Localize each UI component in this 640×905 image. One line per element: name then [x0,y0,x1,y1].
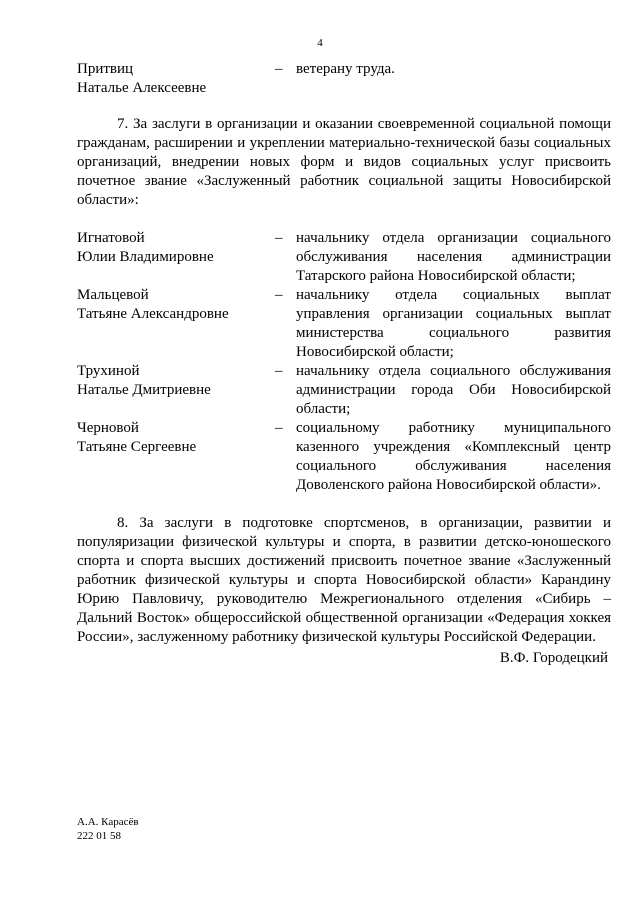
recipient-name [77,362,275,419]
recipient-surname: Игнатовой [77,230,145,246]
recipient-surname: Притвиц [77,61,134,77]
award-entry-pritvits [77,60,611,98]
recipient-surname: Черновой [77,420,139,436]
page-number: 4 [317,37,323,49]
recipient-description: начальнику отдела социального обслуживания администрации города Оби Новосибирской области; [296,363,611,417]
executor-info [77,815,139,843]
entry-dash: – [275,287,283,303]
signature: В.Ф. Городецкий [499,650,608,666]
award-entry [77,419,611,495]
executor-phone: 222 01 58 [77,830,121,842]
award-entry [77,286,611,362]
entry-dash: – [275,363,283,379]
entry-dash: – [275,230,283,246]
recipient-description: начальнику отдела организации социального обслуживания населения администрации Татарского района Новосибирской области; [296,230,611,284]
recipient-description: ветерану труда. [296,61,395,77]
section-8-paragraph: 8. За заслуги в подготовке спортсменов, в организации, развитии и популяризации физической культуры и спорта, в развитии детско-юношеского спорта и спорта высших достижений присвоить почетное звание «Заслуженный работник физической культуры и спорта Новосибирской области» Карандину Юрию Павловичу, руководителю Межрегионального отделения «Сибирь – Дальний Восток» общероссийской общественной организации «Федерация хоккея России», заслуженному работнику физической культуры Российской Федерации. [77,515,611,645]
executor-name: А.А. Карасёв [77,816,139,828]
section-7-paragraph: 7. За заслуги в организации и оказании своевременной социальной помощи гражданам, расширении и укреплении материально-технической базы социальных организаций, внедрении новых форм и видов социальных услуг присвоить почетное звание «Заслуженный работник социальной защиты Новосибирской области»: [77,116,611,208]
recipient-given-names: Наталье Дмитриевне [77,382,211,398]
section-7-entries [77,229,611,495]
recipient-name [77,60,275,98]
recipient-description: социальному работнику муниципального казенного учреждения «Комплексный центр социального обслуживания населения Доволенского района Новосибирской области». [296,420,611,493]
entry-dash: – [275,61,283,77]
award-entry [77,229,611,286]
recipient-surname: Трухиной [77,363,140,379]
recipient-given-names: Юлии Владимировне [77,249,214,265]
entry-dash: – [275,420,283,436]
recipient-surname: Мальцевой [77,287,149,303]
recipient-name [77,286,275,362]
recipient-name [77,419,275,495]
recipient-name [77,229,275,286]
award-entry [77,362,611,419]
recipient-given-names: Наталье Алексеевне [77,80,207,96]
document-body [77,60,611,647]
recipient-description: начальнику отдела социальных выплат управления организации социальных выплат министерства социального развития Новосибирской области; [296,287,611,360]
recipient-given-names: Татьяне Сергеевне [77,439,197,455]
recipient-given-names: Татьяне Александровне [77,306,229,322]
